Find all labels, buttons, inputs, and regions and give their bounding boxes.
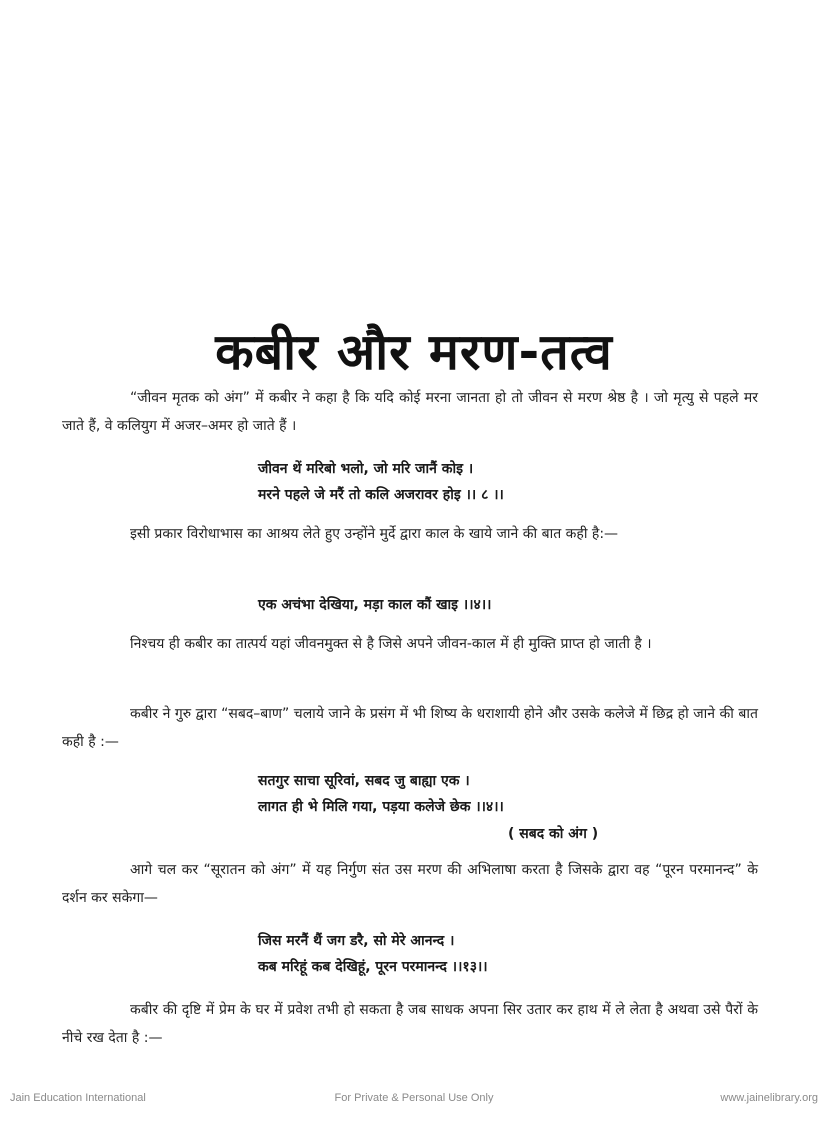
footer-usage-note: For Private & Personal Use Only — [334, 1092, 494, 1104]
page-title: कबीर और मरण-तत्व — [215, 322, 613, 381]
paragraph-6: कबीर की दृष्टि में प्रेम के घर में प्रवेश तभी हो सकता है जब साधक अपना सिर उतार कर हाथ में ले लेता है अथवा उसे पैरों के नीचे रख देता है :— — [62, 1002, 758, 1046]
footer-publisher: Jain Education International — [10, 1092, 146, 1104]
verse-2 — [258, 592, 491, 618]
verse-line: लागत ही भे मिलि गया, पड़या कलेजे छेक ।।४।। — [258, 799, 504, 815]
footer-website-link[interactable]: www.jainelibrary.org — [720, 1092, 818, 1104]
verse-4 — [258, 928, 488, 980]
paragraph-2: इसी प्रकार विरोधाभास का आश्रय लेते हुए उन्होंने मुर्दे द्वारा काल के खाये जाने की बात कही है:— — [130, 526, 619, 542]
paragraph-3: निश्चय ही कबीर का तात्पर्य यहां जीवनमुक्त से है जिसे अपने जीवन-काल में ही मुक्ति प्राप्त हो जाती है । — [130, 636, 652, 652]
paragraph-1: “जीवन मृतक को अंग” में कबीर ने कहा है कि यदि कोई मरना जानता हो तो जीवन से मरण श्रेष्ठ है । जो मृत्यु से पहले मर जाते हैं, वे कलियुग में अजर–अमर हो जाते हैं । — [62, 390, 758, 434]
paragraph-4: कबीर ने गुरु द्वारा “सबद–बाण” चलाये जाने के प्रसंग में भी शिष्य के धराशायी होने और उसके कलेजे में छिद्र हो जाने की बात कही है :— — [62, 706, 758, 750]
verse-line: मरने पहले जे मरैं तो कलि अजरावर होइ ।। ८ ।। — [258, 487, 504, 503]
verse-line: जीवन थें मरिबो भलो, जो मरि जानैं कोइ । — [258, 461, 474, 477]
verse-line: जिस मरनैं थैं जग डरै, सो मेरे आनन्द । — [258, 933, 455, 949]
verse-line: कब मरिहूं कब देखिहूं, पूरन परमानन्द ।।१३।। — [258, 959, 488, 975]
verse-line: एक अचंभा देखिया, मड़ा काल कौं खाइ ।।४।। — [258, 597, 492, 613]
verse-line: सतगुर साचा सूरिवां, सबद जु बाह्या एक । — [258, 773, 470, 789]
verse-1 — [258, 456, 504, 508]
paragraph-5: आगे चल कर “सूरातन को अंग” में यह निर्गुण संत उस मरण की अभिलाषा करता है जिसके द्वारा वह “पूरन परमानन्द” के दर्शन कर सकेगा— — [62, 862, 758, 906]
page-footer — [0, 1090, 828, 1110]
verse-3 — [258, 768, 504, 820]
verse-attribution: ( सबद को अंग ) — [508, 826, 599, 842]
